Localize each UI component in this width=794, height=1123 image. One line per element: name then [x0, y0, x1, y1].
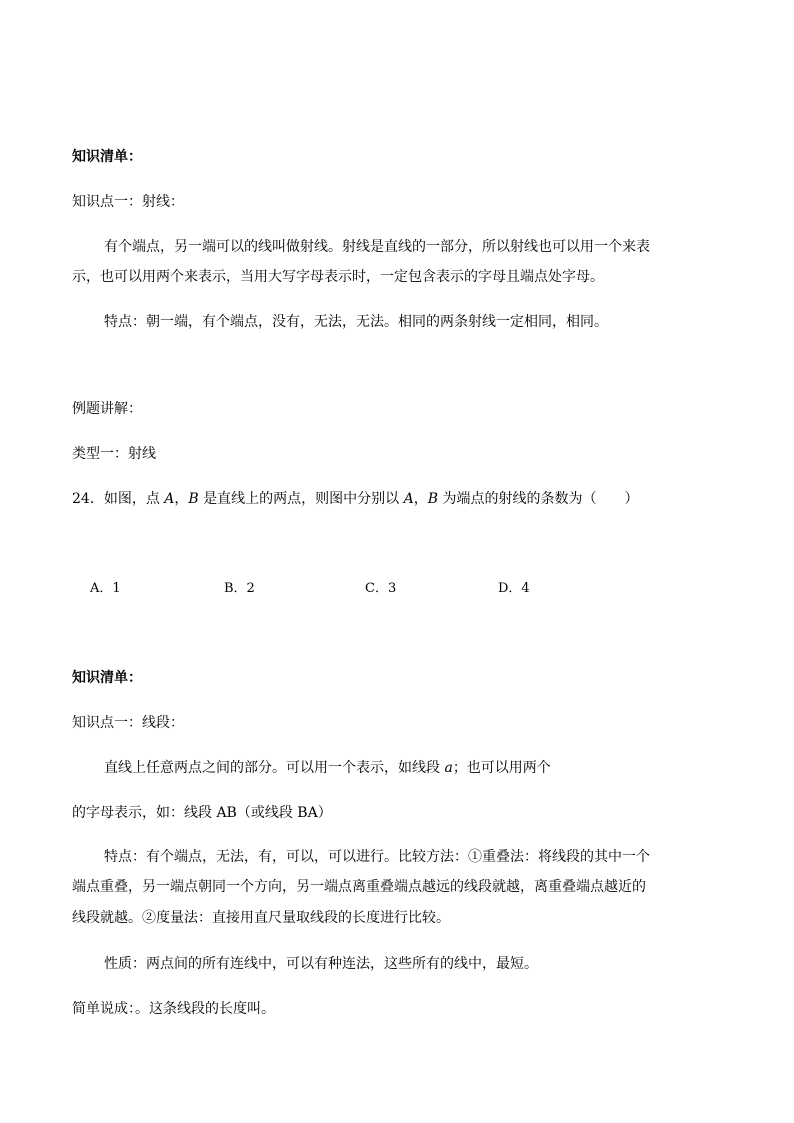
question-text: 为端点的射线的条数为（ ） — [438, 491, 639, 507]
segment-features-line-3: 线段就越。②度量法：直接用直尺量取线段的长度进行比较。 — [72, 910, 450, 926]
question-text: ， — [413, 491, 428, 507]
question-24 — [72, 490, 638, 508]
option-d[interactable]: D．4 — [498, 581, 530, 596]
segment-variable: a — [444, 760, 453, 776]
knowledge-point-title: 知识点一：射线： — [72, 194, 184, 210]
question-text: 是直线上的两点，则图中分别以 — [198, 491, 404, 507]
segment-definition-line-2: 的字母表示，如：线段 AB（或线段 BA） — [72, 805, 332, 821]
point-a-label: A — [164, 491, 175, 507]
knowledge-point-title: 知识点一：线段： — [72, 715, 184, 731]
segment-features-line-1: 特点：有个端点，无法，有，可以，可以进行。比较方法：①重叠法：将线段的其中一个 — [104, 849, 650, 865]
segment-definition-text: ；也可以用两个 — [452, 760, 551, 776]
segment-property: 性质：两点间的所有连线中，可以有种连法，这些所有的线中，最短。 — [104, 956, 538, 972]
segment-features-line-2: 端点重叠，另一端点朝同一个方向，另一端点离重叠端点越远的线段就越，离重叠端点越近的 — [72, 879, 646, 895]
ray-definition-line-2: 示，也可以用两个来表示，当用大写字母表示时，一定包含表示的字母且端点处字母。 — [72, 269, 604, 285]
examples-heading: 例题讲解： — [72, 401, 142, 417]
segment-summary: 简单说成：。这条线段的长度叫。 — [72, 1001, 275, 1017]
ray-features: 特点：朝一端，有个端点，没有，无法，无法。相同的两条射线一定相同，相同。 — [104, 314, 608, 330]
point-a-label: A — [403, 491, 414, 507]
question-number: 24． — [72, 491, 104, 507]
question-text: 如图，点 — [103, 491, 165, 507]
section-heading: 知识清单： — [72, 149, 142, 165]
option-a[interactable]: A．1 — [90, 581, 121, 596]
option-b[interactable]: B．2 — [224, 581, 255, 596]
segment-definition-line-1 — [104, 759, 551, 777]
question-text: ， — [174, 491, 189, 507]
point-b-label: B — [427, 491, 439, 507]
segment-definition-text: 直线上任意两点之间的部分。可以用一个表示，如线段 — [104, 760, 445, 776]
option-c[interactable]: C．3 — [365, 581, 397, 596]
ray-definition-line-1: 有个端点，另一端可以的线叫做射线。射线是直线的一部分，所以射线也可以用一个来表 — [104, 239, 650, 255]
section-heading: 知识清单： — [72, 670, 142, 686]
type-heading: 类型一：射线 — [72, 446, 156, 462]
point-b-label: B — [188, 491, 199, 507]
